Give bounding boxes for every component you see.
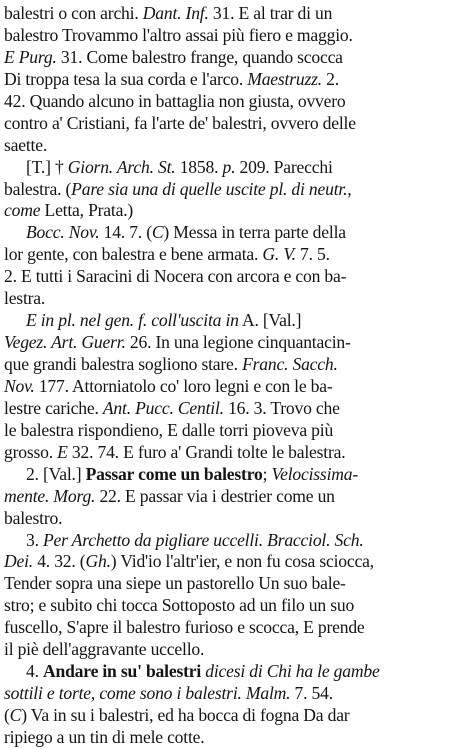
citation: Nov. bbox=[4, 375, 35, 396]
text-line bbox=[4, 639, 467, 661]
gloss: Velocissima- bbox=[271, 463, 359, 484]
text-run: 209. Parecchi bbox=[235, 156, 333, 177]
text-run: ripiego a un tin di mele cotte. bbox=[4, 726, 205, 747]
phrase-headword: Passar come un balestro bbox=[85, 463, 263, 484]
text-run: A. [Val.] bbox=[238, 310, 302, 331]
text-line bbox=[4, 179, 467, 201]
text-run: 2. bbox=[321, 68, 339, 89]
text-run: balestro Trovammo l'altro assai più fiero e maggio. bbox=[4, 24, 353, 45]
text-run: lor gente, con balestra e bene armata. bbox=[4, 244, 263, 265]
gloss: come bbox=[4, 200, 41, 221]
text-line bbox=[4, 135, 467, 157]
text-line bbox=[4, 464, 467, 486]
gloss: sottili e torte, come sono i balestri. Malm. bbox=[4, 683, 291, 704]
citation: G. V. bbox=[262, 244, 296, 265]
text-run: 4. bbox=[26, 661, 43, 682]
text-run: ) Va in su i balestri, ed ha bocca di fogna Da dar bbox=[21, 705, 350, 725]
citation: Maestruzz. bbox=[247, 68, 322, 89]
text-run: 4. 32. ( bbox=[33, 551, 86, 572]
citation: E bbox=[57, 441, 68, 462]
sense-2 bbox=[4, 464, 467, 530]
text-line bbox=[4, 310, 467, 332]
text-line bbox=[4, 200, 467, 222]
citation: Gh. bbox=[85, 551, 111, 572]
citation: E Purg. bbox=[4, 46, 57, 67]
text-run: 22. E passar via i destrier come un bbox=[95, 485, 335, 506]
text-run: stro; e subito chi tocca Sottoposto ad un filo un suo bbox=[4, 595, 355, 616]
text-run: balestri o con archi. bbox=[4, 3, 143, 23]
text-run: il piè dell'aggravante uccello. bbox=[4, 639, 205, 660]
text-run: balestra. ( bbox=[4, 178, 72, 199]
balestra-plural-note bbox=[4, 310, 467, 464]
text-run: 2. E tutti i Saracini di Nocera con arcora e con ba- bbox=[4, 266, 347, 287]
text-line bbox=[4, 617, 467, 639]
text-run: ) Vid'io l'altr'ier, e non fu cosa sciocca, bbox=[110, 551, 374, 572]
gloss: mente. Morg. bbox=[4, 485, 96, 506]
text-line bbox=[4, 288, 467, 310]
text-line bbox=[4, 486, 467, 508]
text-line bbox=[4, 354, 467, 376]
text-run: [T.] † bbox=[26, 156, 68, 177]
text-run: 7. 54. bbox=[290, 683, 333, 704]
text-run: Di troppa tesa la sua corda e l'arco. bbox=[4, 68, 248, 89]
text-run: le balestra rispondieno, E dalle torri pioveva più bbox=[4, 419, 334, 440]
text-run: 1858. bbox=[175, 156, 223, 177]
text-run: 42. Quando alcuno in battaglia non giusta, ovvero bbox=[4, 90, 346, 111]
citation: Dei. bbox=[4, 551, 34, 572]
text-line bbox=[4, 157, 467, 179]
text-run: contro a' Cristiani, fa l'arte de' balestri, ovvero delle bbox=[4, 112, 356, 133]
text-line bbox=[4, 727, 467, 749]
text-run: 7. 5. bbox=[295, 244, 330, 265]
text-line bbox=[4, 683, 467, 705]
text-run: saette. bbox=[4, 134, 48, 155]
text-run: ( bbox=[4, 705, 10, 725]
text-line bbox=[4, 244, 467, 266]
text-line bbox=[4, 3, 467, 25]
text-line bbox=[4, 25, 467, 47]
text-run: 31. Come balestro frange, quando scocca bbox=[56, 46, 343, 67]
definition-1-continuation bbox=[4, 3, 467, 157]
phrase-headword: Andare in su' balestri bbox=[43, 661, 202, 682]
text-run: balestro. bbox=[4, 507, 63, 528]
text-run: 31. E al trar di un bbox=[208, 3, 333, 23]
text-run: grosso. bbox=[4, 441, 58, 462]
citation: Ant. Pucc. Centil. bbox=[102, 397, 224, 418]
balestra-quote-bocc bbox=[4, 222, 467, 310]
sense-3 bbox=[4, 530, 467, 662]
text-line bbox=[4, 69, 467, 91]
text-line bbox=[4, 661, 467, 683]
text-line bbox=[4, 113, 467, 135]
text-line bbox=[4, 398, 467, 420]
text-line bbox=[4, 420, 467, 442]
text-run: lestre cariche. bbox=[4, 397, 103, 418]
text-run: 2. [Val.] bbox=[26, 463, 86, 484]
text-line bbox=[4, 705, 467, 727]
gloss: Pare sia una di quelle uscite pl. di neutr., bbox=[71, 178, 352, 199]
citation: Bocc. Nov. bbox=[26, 222, 100, 243]
text-line bbox=[4, 595, 467, 617]
text-run: Tender sopra una siepe un pastorello Un suo bale- bbox=[4, 573, 346, 594]
gloss: Per Archetto da pigliare uccelli. Bracciol. Sch. bbox=[43, 529, 364, 550]
text-run: Letta, Prata.) bbox=[40, 200, 134, 221]
text-line bbox=[4, 91, 467, 113]
citation: Giorn. Arch. St. bbox=[67, 156, 176, 177]
sense-4 bbox=[4, 661, 467, 749]
gloss: dicesi di Chi ha le gambe bbox=[201, 661, 380, 682]
text-line bbox=[4, 508, 467, 530]
citation: p. bbox=[222, 156, 236, 177]
text-line bbox=[4, 332, 467, 354]
text-run: 26. In una legione cinquantacin- bbox=[125, 332, 351, 353]
gloss: E in pl. nel gen. f. coll'uscita in bbox=[26, 310, 239, 331]
text-run: 14. 7. ( bbox=[99, 222, 152, 243]
text-run: 32. 74. E furo a' Grandi tolte le balestra. bbox=[67, 441, 346, 462]
text-run: que grandi balestra sogliono stare. bbox=[4, 354, 243, 374]
citation: C bbox=[9, 705, 22, 725]
citation: Dant. Inf. bbox=[142, 3, 209, 23]
text-line bbox=[4, 442, 467, 464]
text-line bbox=[4, 551, 467, 573]
text-line bbox=[4, 266, 467, 288]
text-run: ) Messa in terra parte della bbox=[163, 222, 346, 243]
balestra-note bbox=[4, 157, 467, 223]
citation: Vegez. Art. Guerr. bbox=[4, 332, 126, 353]
text-run: fuscello, S'apre il balestro furioso e scocca, E prende bbox=[4, 617, 365, 638]
citation: C bbox=[151, 222, 164, 243]
text-line bbox=[4, 376, 467, 398]
text-run: 3. bbox=[26, 529, 43, 550]
text-line bbox=[4, 47, 467, 69]
text-run: ; bbox=[262, 463, 272, 484]
text-run: 177. Attorniatolo co' loro legni e con le ba- bbox=[34, 375, 333, 396]
text-line bbox=[4, 222, 467, 244]
text-line bbox=[4, 530, 467, 552]
text-run: 16. 3. Trovo che bbox=[223, 397, 340, 418]
text-line bbox=[4, 573, 467, 595]
text-run: lestra. bbox=[4, 288, 46, 309]
citation: Franc. Sacch. bbox=[242, 354, 338, 374]
